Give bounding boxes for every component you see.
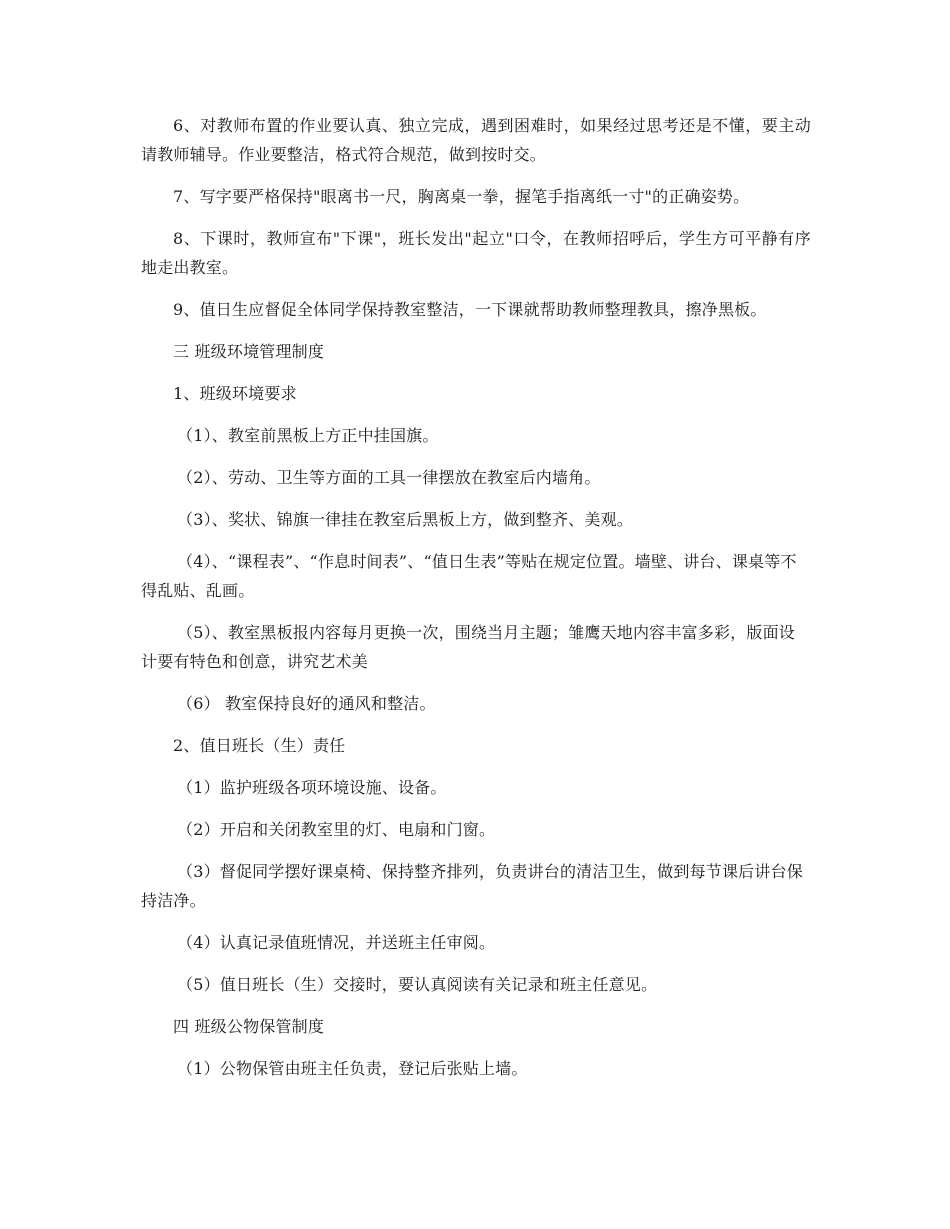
env-item-6: （6） 教室保持良好的通风和整洁。 xyxy=(177,694,436,713)
duty-item-5: （5）值日班长（生）交接时，要认真阅读有关记录和班主任意见。 xyxy=(177,975,658,994)
document-page xyxy=(141,111,811,1083)
env-item-2: （2）、劳动、卫生等方面的工具一律摆放在教室后内墙角。 xyxy=(177,468,601,487)
section-4-title: 四 班级公物保管制度 xyxy=(173,1017,325,1036)
env-item-1: （1）、教室前黑板上方正中挂国旗。 xyxy=(177,426,439,445)
property-item-1: （1）公物保管由班主任负责，登记后张贴上墙。 xyxy=(177,1059,528,1078)
env-item-5: （5）、教室黑板报内容每月更换一次，围绕当月主题；雏鹰天地内容丰富多彩，版面设计要有特色和创意，讲究艺术美 xyxy=(141,623,795,671)
section-3-subtitle-1: 1、班级环境要求 xyxy=(173,384,297,403)
duty-item-3: （3）督促同学摆好课桌椅、保持整齐排列，负责讲台的清洁卫生，做到每节课后讲台保持洁净。 xyxy=(141,862,803,910)
section-3-title: 三 班级环境管理制度 xyxy=(173,342,325,361)
rule-paragraph-6: 6、对教师布置的作业要认真、独立完成，遇到困难时，如果经过思考还是不懂，要主动请教师辅导。作业要整洁，格式符合规范，做到按时交。 xyxy=(141,116,811,164)
duty-item-4: （4）认真记录值班情况，并送班主任审阅。 xyxy=(177,933,496,952)
rule-paragraph-9: 9、值日生应督促全体同学保持教室整洁，一下课就帮助教师整理教具，擦净黑板。 xyxy=(173,300,767,319)
rule-paragraph-7: 7、写字要严格保持"眼离书一尺，胸离桌一拳，握笔手指离纸一寸"的正确姿势。 xyxy=(173,187,750,206)
rule-paragraph-8: 8、下课时，教师宣布"下课"，班长发出"起立"口令，在教师招呼后，学生方可平静有序地走出教室。 xyxy=(141,229,811,277)
duty-item-2: （2）开启和关闭教室里的灯、电扇和门窗。 xyxy=(177,820,496,839)
env-item-4: （4）、“课程表”、“作息时间表”、“值日生表”等贴在规定位置。墙壁、讲台、课桌等不得乱贴、乱画。 xyxy=(141,552,797,600)
env-item-3: （3）、奖状、锦旗一律挂在教室后黑板上方，做到整齐、美观。 xyxy=(177,510,633,529)
duty-item-1: （1）监护班级各项环境设施、设备。 xyxy=(177,778,447,797)
section-3-subtitle-2: 2、值日班长（生）责任 xyxy=(173,736,346,755)
